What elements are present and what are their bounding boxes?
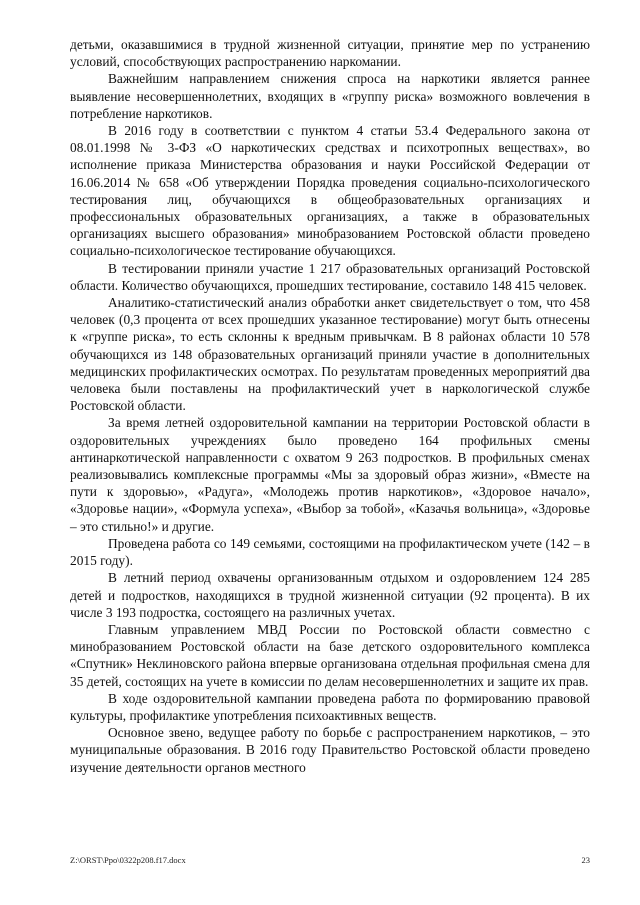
- paragraph: За время летней оздоровительной кампании на территории Ростовской области в оздоровительных учреждениях было проведено 164 профильных смены антинаркотической направленности с охватом 9 263 подростков. В профильных сменах реализовывались комплексные программы «Мы за здоровый образ жизни», «Вместе на пути к здоровью», «Радуга», «Молодежь против наркотиков», «Здоровое начало», «Здоровье нации», «Формула успеха», «Выбор за тобой», «Казачья вольница», «Здоровье – это стильно!» и другие.: [70, 415, 590, 534]
- page-footer: [70, 855, 590, 865]
- paragraph: Аналитико-статистический анализ обработки анкет свидетельствует о том, что 458 человек (0,3 процента от всех прошедших указанное тестирование) могут быть отнесены к «группе риска», то есть склонны к вредным привычкам. В 8 районах области 10 578 обучающихся из 148 образовательных организаций приняли участие в дополнительных медицинских профилактических осмотрах. По результатам проведенных мероприятий два человека были поставлены на профилактический учет в наркологической службе Ростовской области.: [70, 295, 590, 414]
- paragraph: Главным управлением МВД России по Ростовской области совместно с минобразованием Ростовской области на базе детского оздоровительного комплекса «Спутник» Неклиновского района впервые организована отдельная профильная смена для 35 детей, состоящих на учете в комиссии по делам несовершеннолетних и защите их прав.: [70, 621, 590, 689]
- paragraph: Основное звено, ведущее работу по борьбе с распространением наркотиков, – это муниципальные образования. В 2016 году Правительство Ростовской области проведено изучение деятельности органов местного: [70, 725, 590, 775]
- paragraph: В тестировании приняли участие 1 217 образовательных организаций Ростовской области. Количество обучающихся, прошедших тестирование, составило 148 415 человек.: [70, 260, 590, 293]
- paragraph: В 2016 году в соответствии с пунктом 4 статьи 53.4 Федерального закона от 08.01.1998 № 3-ФЗ «О наркотических средствах и психотропных веществах», во исполнение приказа Министерства образования и науки Российской Федерации от 16.06.2014 № 658 «Об утверждении Порядка проведения социально-психологического тестирования лиц, обучающихся в общеобразовательных организациях и профессиональных образовательных организациях, а также в образовательных организациях высшего образования» минобразованием Ростовской области проведено социально-психологическое тестирование обучающихся.: [70, 123, 590, 259]
- footer-file-path: Z:\ORST\Ppo\0322p208.f17.docx: [70, 855, 186, 865]
- paragraph: Важнейшим направлением снижения спроса на наркотики является раннее выявление несовершеннолетних, входящих в «группу риска» возможного вовлечения в потребление наркотиков.: [70, 71, 590, 121]
- paragraph: В ходе оздоровительной кампании проведена работа по формированию правовой культуры, профилактике употребления психоактивных веществ.: [70, 690, 590, 723]
- paragraph: детьми, оказавшимися в трудной жизненной ситуации, принятие мер по устранению условий, способствующих распространению наркомании.: [70, 37, 590, 70]
- paragraph: Проведена работа со 149 семьями, состоящими на профилактическом учете (142 – в 2015 году).: [70, 535, 590, 569]
- document-body: [70, 36, 590, 776]
- paragraph: В летний период охвачены организованным отдыхом и оздоровлением 124 285 детей и подростков, находящихся в трудной жизненной ситуации (92 процента). В их числе 3 193 подростка, состоящего на различных учетах.: [70, 570, 590, 620]
- page-number: 23: [581, 855, 590, 865]
